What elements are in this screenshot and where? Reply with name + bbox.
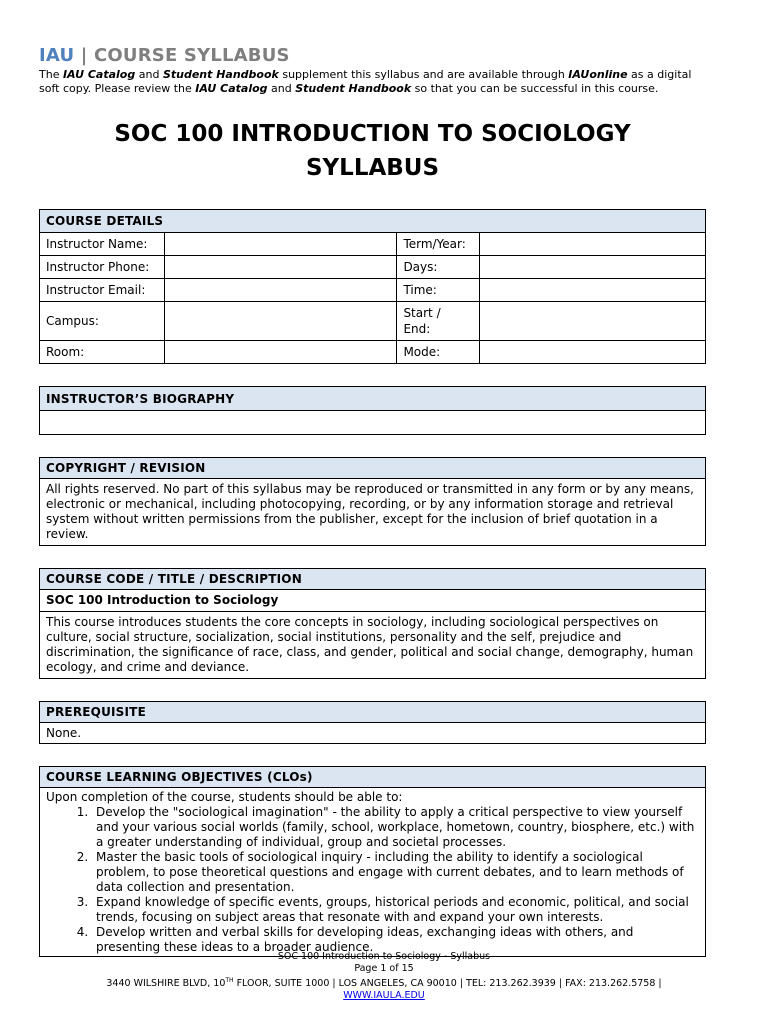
clos-intro: Upon completion of the course, students should be able to: — [46, 790, 403, 804]
term-year-label: Term/Year: — [397, 233, 480, 256]
prerequisite-table — [39, 701, 706, 744]
biography-field[interactable] — [40, 411, 706, 435]
copyright-heading: COPYRIGHT / REVISION — [40, 458, 706, 479]
copyright-table — [39, 457, 706, 546]
title-line-2: SYLLABUS — [305, 155, 440, 181]
syllabus-page — [39, 44, 706, 957]
instructor-phone-field[interactable] — [164, 256, 397, 279]
instructor-name-field[interactable] — [164, 233, 397, 256]
header-iau: IAU — [39, 45, 75, 66]
start-end-field[interactable] — [480, 302, 706, 341]
days-field[interactable] — [480, 256, 706, 279]
clos-list — [46, 805, 699, 955]
intro-paragraph — [39, 68, 706, 96]
prerequisite-heading: PREREQUISITE — [40, 702, 706, 723]
clo-item: 1. Develop the "sociological imagination" - the ability to apply a critical perspective to view yourself and your various social worlds (family, school, workplace, hometown, country, biosphere, etc.) with a greater understanding of individual, group and societal processes. — [92, 805, 699, 850]
course-description-table — [39, 568, 706, 679]
footer-address-part: FLOOR, SUITE 1000 | LOS ANGELES, CA 90010 | TEL: 213.262.3939 | FAX: 213.262.5758 | — [233, 978, 662, 990]
header-course-syllabus: COURSE SYLLABUS — [94, 45, 290, 66]
course-details-heading: COURSE DETAILS — [40, 210, 706, 233]
intro-iau-catalog: IAU Catalog — [62, 68, 136, 81]
copyright-text: All rights reserved. No part of this syllabus may be reproduced or transmitted in any form or by any means, electronic or mechanical, including photocopying, recording, or by any information storage and retrieval system without written permissions from the publisher, except for the inclusion of brief quotation in a review. — [40, 479, 706, 546]
clo-item: 4. Develop written and verbal skills for developing ideas, exchanging ideas with others, and presenting these ideas to a broader audience. — [92, 925, 699, 955]
biography-table — [39, 386, 706, 435]
campus-label: Campus: — [40, 302, 165, 341]
intro-text: as a digital soft copy. Please review the — [39, 68, 692, 95]
page-title — [39, 117, 706, 185]
header-separator: | — [74, 45, 95, 66]
intro-text: The — [39, 68, 63, 81]
term-year-field[interactable] — [480, 233, 706, 256]
intro-text: so that you can be successful in this course. — [411, 82, 659, 95]
course-code-heading: COURSE CODE / TITLE / DESCRIPTION — [40, 569, 706, 590]
clos-table — [39, 766, 706, 957]
course-details-table — [39, 209, 706, 364]
intro-student-handbook-2: Student Handbook — [295, 82, 412, 95]
clo-item: 3. Expand knowledge of specific events, groups, historical periods and economic, political, and social trends, focusing on subject areas that resonate with and expand your own interests. — [92, 895, 699, 925]
footer-address-part: 3440 WILSHIRE BLVD, 10 — [106, 978, 226, 990]
footer-address-superscript: TH — [225, 977, 234, 984]
time-field[interactable] — [480, 279, 706, 302]
prerequisite-text: None. — [40, 723, 706, 744]
time-label: Time: — [397, 279, 480, 302]
start-end-label: Start / End: — [397, 302, 480, 341]
intro-text: and — [267, 82, 296, 95]
clos-body — [40, 788, 706, 957]
days-label: Days: — [397, 256, 480, 279]
intro-text: supplement this syllabus and are available through — [278, 68, 569, 81]
intro-iauonline: IAUonline — [568, 68, 628, 81]
biography-heading: INSTRUCTOR’S BIOGRAPHY — [40, 387, 706, 411]
instructor-name-label: Instructor Name: — [40, 233, 165, 256]
intro-text: and — [135, 68, 163, 81]
page-footer — [0, 951, 768, 1002]
instructor-email-field[interactable] — [164, 279, 397, 302]
document-header — [39, 44, 706, 68]
footer-page-number: Page 1 of 15 — [354, 963, 414, 974]
room-label: Room: — [40, 341, 165, 364]
title-line-1: SOC 100 INTRODUCTION TO SOCIOLOGY — [114, 121, 631, 147]
footer-course-title: SOC 100 Introduction to Sociology - Syllabus — [277, 951, 491, 962]
intro-student-handbook: Student Handbook — [162, 68, 279, 81]
instructor-email-label: Instructor Email: — [40, 279, 165, 302]
instructor-phone-label: Instructor Phone: — [40, 256, 165, 279]
clo-item: 2. Master the basic tools of sociological inquiry - including the ability to identify a sociological problem, to pose theoretical questions and engage with current debates, and to learn methods of data collection and presentation. — [92, 850, 699, 895]
course-code-title: SOC 100 Introduction to Sociology — [40, 590, 706, 612]
footer-website-link[interactable]: WWW.IAULA.EDU — [343, 990, 425, 1002]
course-description-text: This course introduces students the core concepts in sociology, including sociological perspectives on culture, social structure, socialization, social institutions, personality and the self, prejudice and discrimination, the significance of race, class, and gender, political and social change, demography, human ecology, and crime and deviance. — [40, 612, 706, 679]
clos-heading: COURSE LEARNING OBJECTIVES (CLOs) — [40, 767, 706, 788]
room-field[interactable] — [164, 341, 397, 364]
intro-iau-catalog-2: IAU Catalog — [195, 82, 268, 95]
footer-address — [0, 975, 768, 990]
mode-field[interactable] — [480, 341, 706, 364]
campus-field[interactable] — [164, 302, 397, 341]
mode-label: Mode: — [397, 341, 480, 364]
